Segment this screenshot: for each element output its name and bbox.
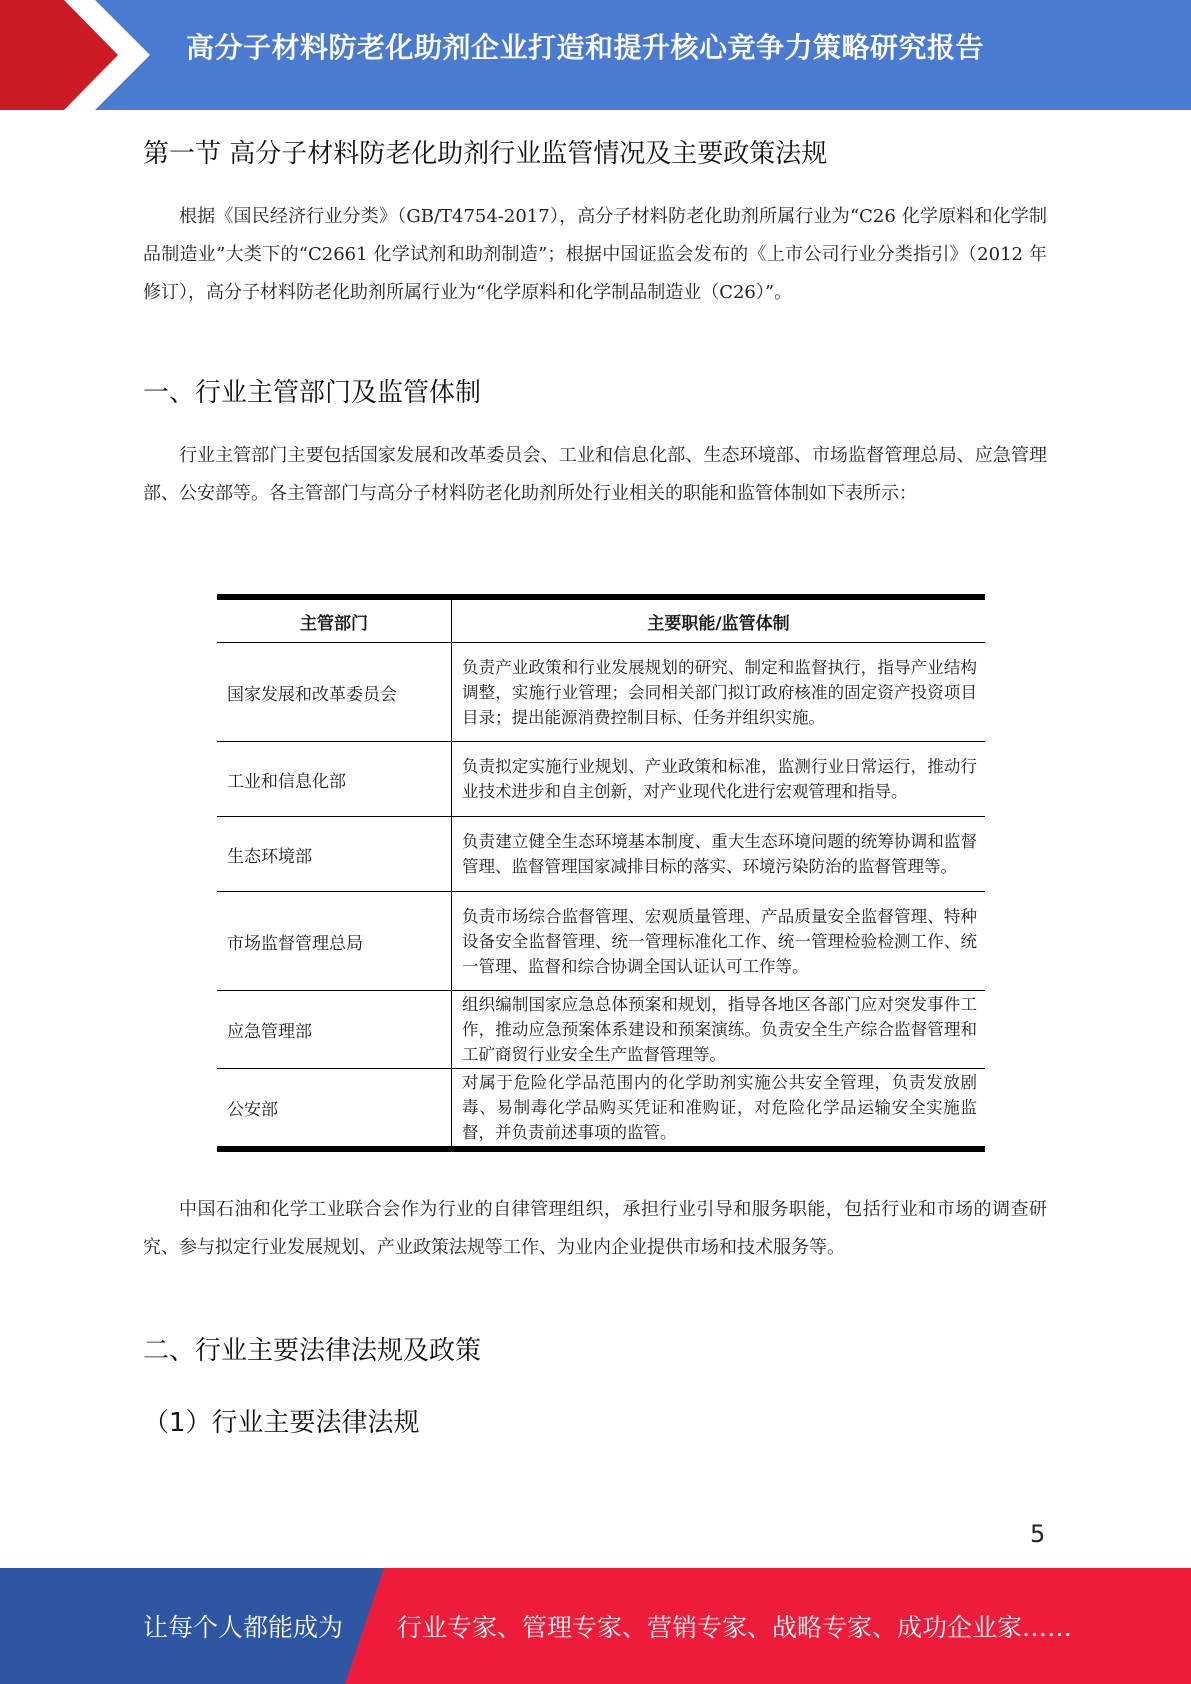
table-cell-dept: 工业和信息化部 <box>217 742 452 817</box>
table-cell-dept: 市场监督管理总局 <box>217 892 452 991</box>
regulatory-table <box>217 594 985 1152</box>
intro-paragraph: 根据《国民经济行业分类》（GB/T4754-2017），高分子材料防老化助剂所属行业为“C26 化学原料和化学制品制造业”大类下的“C2661 化学试剂和助剂制造”；根据中国证监会发布的《上市公司行业分类指引》（2012 年修订），高分子材料防老化助剂所属行业为“化学原料和化学制品制造业（C26）”。 <box>143 206 1047 303</box>
table-cell-duty: 负责拟定实施行业规划、产业政策和标准，监测行业日常运行，推动行业技术进步和自主创新，对产业现代化进行宏观管理和指导。 <box>452 742 986 817</box>
table-cell-dept: 应急管理部 <box>217 991 452 1069</box>
table-row <box>217 742 985 817</box>
header-banner <box>0 0 1191 110</box>
table-cell-dept: 生态环境部 <box>217 817 452 892</box>
footer-banner <box>0 1568 1191 1684</box>
heading-main-laws: （1）行业主要法律法规 <box>143 1408 420 1438</box>
table-cell-duty: 对属于危险化学品范围内的化学助剂实施公共安全管理，负责发放剧毒、易制毒化学品购买凭证和准购证，对危险化学品运输安全实施监督，并负责前述事项的监管。 <box>452 1069 986 1150</box>
table-header-duty: 主要职能/监管体制 <box>452 597 986 643</box>
heading-laws-policies: 二、行业主要法律法规及政策 <box>143 1336 482 1366</box>
table-row <box>217 892 985 991</box>
table-row <box>217 817 985 892</box>
table-cell-dept: 公安部 <box>217 1069 452 1150</box>
heading-regulatory-departments: 一、行业主管部门及监管体制 <box>143 378 482 408</box>
table-cell-duty: 组织编制国家应急总体预案和规划，指导各地区各部门应对突发事件工作，推动应急预案体系建设和预案演练。负责安全生产综合监督管理和工矿商贸行业安全生产监督管理等。 <box>452 991 986 1069</box>
table-header-row <box>217 597 985 643</box>
footer-slogan-left: 让每个人都能成为 <box>143 1613 344 1642</box>
regulatory-table-wrapper <box>217 594 985 1152</box>
table-row <box>217 1069 985 1150</box>
paragraph-association: 中国石油和化学工业联合会作为行业的自律管理组织，承担行业引导和服务职能，包括行业和市场的调查研究、参与拟定行业发展规划、产业政策法规等工作、为业内企业提供市场和技术服务等。 <box>143 1199 1047 1258</box>
table-cell-dept: 国家发展和改革委员会 <box>217 643 452 742</box>
table-cell-duty: 负责市场综合监督管理、宏观质量管理、产品质量安全监督管理、特种设备安全监督管理、统一管理标准化工作、统一管理检验检测工作、统一管理、监督和综合协调全国认证认可工作等。 <box>452 892 986 991</box>
paragraph-departments: 行业主管部门主要包括国家发展和改革委员会、工业和信息化部、生态环境部、市场监督管理总局、应急管理部、公安部等。各主管部门与高分子材料防老化助剂所处行业相关的职能和监管体制如下表所示： <box>143 445 1047 504</box>
table-cell-duty: 负责建立健全生态环境基本制度、重大生态环境问题的统筹协调和监督管理、监督管理国家减排目标的落实、环境污染防治的监督管理等。 <box>452 817 986 892</box>
report-title: 高分子材料防老化助剂企业打造和提升核心竞争力策略研究报告 <box>186 31 985 64</box>
table-row <box>217 643 985 742</box>
table-row <box>217 991 985 1069</box>
footer-slogan-right: 行业专家、管理专家、营销专家、战略专家、成功企业家…… <box>397 1613 1073 1642</box>
page-number: 5 <box>1030 1520 1046 1548</box>
table-header-dept: 主管部门 <box>217 597 452 643</box>
table-cell-duty: 负责产业政策和行业发展规划的研究、制定和监督执行，指导产业结构调整，实施行业管理；会同相关部门拟订政府核准的固定资产投资项目目录；提出能源消费控制目标、任务并组织实施。 <box>452 643 986 742</box>
section-title: 第一节 高分子材料防老化助剂行业监管情况及主要政策法规 <box>143 139 828 169</box>
